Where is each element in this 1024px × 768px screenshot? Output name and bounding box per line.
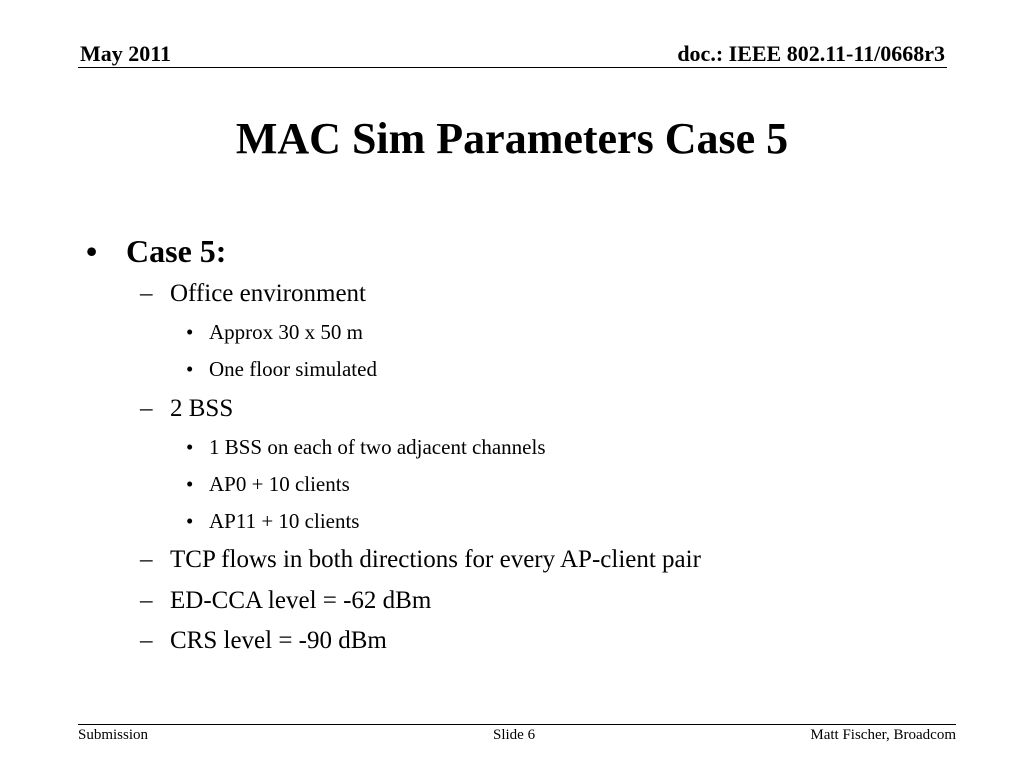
bullet-marker: • xyxy=(186,509,194,533)
bullet-marker: • xyxy=(186,472,194,496)
header-divider xyxy=(78,67,947,68)
header-date: May 2011 xyxy=(80,41,172,66)
list-item: Office environment xyxy=(170,280,366,307)
list-item: AP11 + 10 clients xyxy=(209,509,360,533)
header-doc-id: doc.: IEEE 802.11-11/0668r3 xyxy=(677,41,945,66)
bullet-marker: • xyxy=(86,233,98,269)
list-item: Approx 30 x 50 m xyxy=(209,320,363,344)
bullet-marker: • xyxy=(186,357,194,381)
footer-divider xyxy=(78,724,956,725)
dash-marker: – xyxy=(140,627,153,654)
list-item: ED-CCA level = -62 dBm xyxy=(170,587,432,614)
case-heading: Case 5: xyxy=(126,233,227,269)
dash-marker: – xyxy=(140,587,153,614)
footer-submission: Submission xyxy=(78,727,149,743)
bullet-marker: • xyxy=(186,320,194,344)
dash-marker: – xyxy=(140,546,153,573)
footer-slide-number: Slide 6 xyxy=(493,727,536,743)
slide-title: MAC Sim Parameters Case 5 xyxy=(235,114,789,163)
list-item: CRS level = -90 dBm xyxy=(170,627,387,654)
list-item: 1 BSS on each of two adjacent channels xyxy=(209,435,546,459)
footer-author: Matt Fischer, Broadcom xyxy=(810,727,956,743)
list-item: AP0 + 10 clients xyxy=(209,472,350,496)
list-item: TCP flows in both directions for every AP-client pair xyxy=(170,546,701,573)
list-item: One floor simulated xyxy=(209,357,377,381)
dash-marker: – xyxy=(140,280,153,307)
list-item: 2 BSS xyxy=(170,395,234,422)
bullet-marker: • xyxy=(186,435,194,459)
dash-marker: – xyxy=(140,395,153,422)
